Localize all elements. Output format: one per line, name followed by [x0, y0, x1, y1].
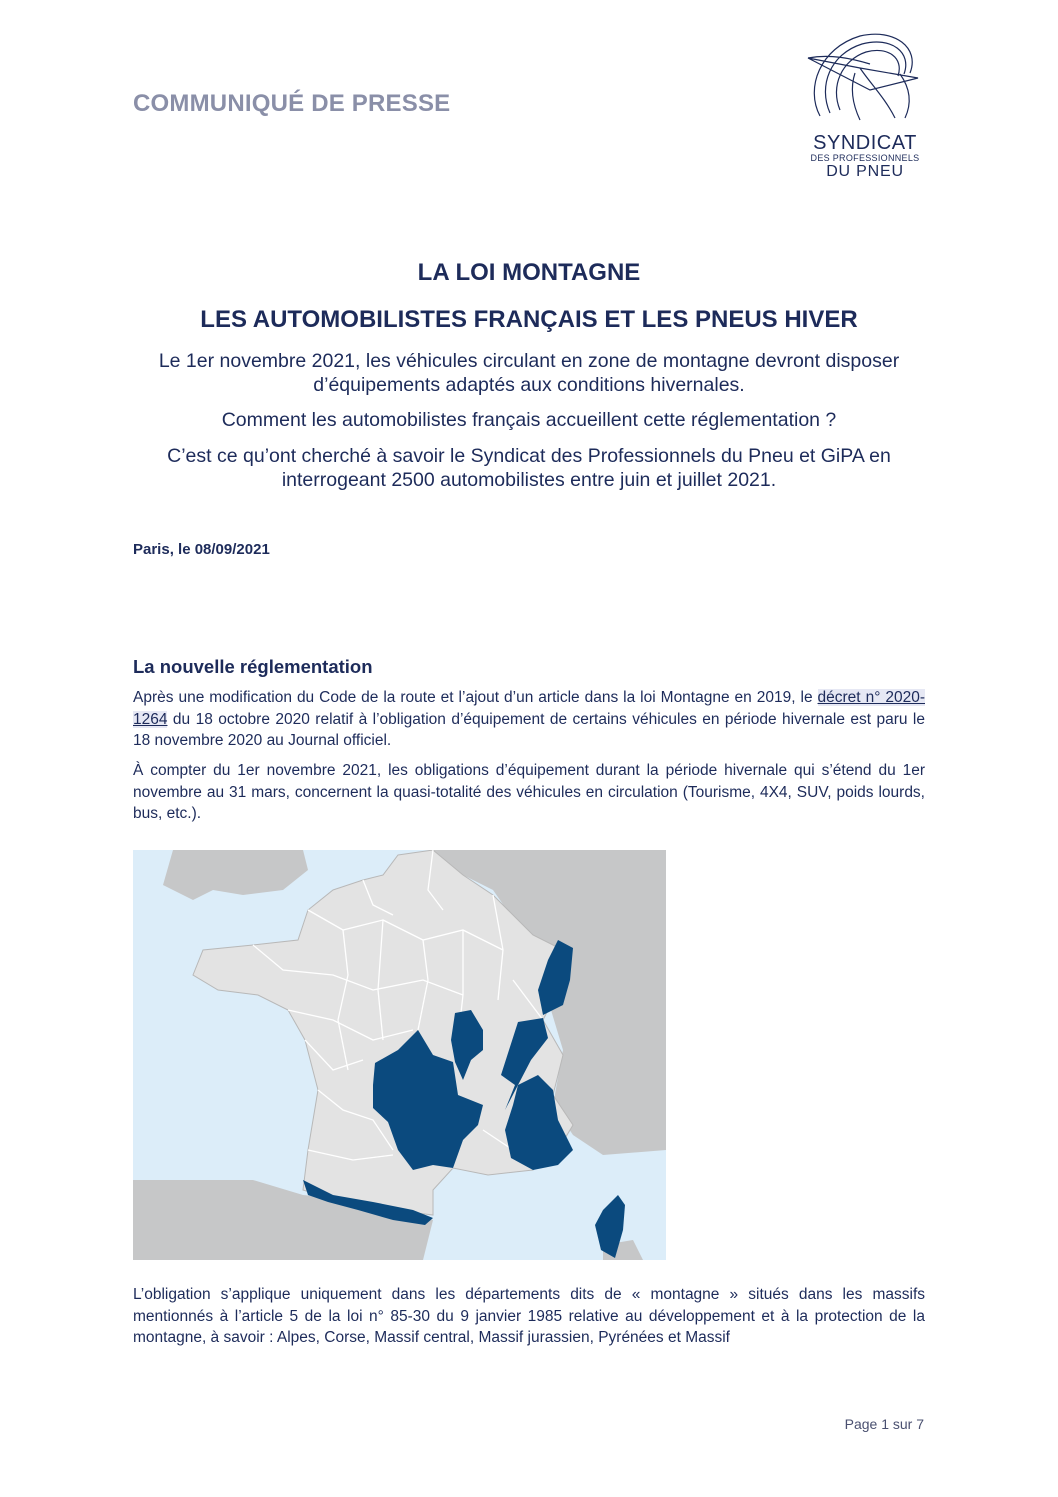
body-paragraph-2: À compter du 1er novembre 2021, les obligations d’équipement durant la période hivernale qui s’étend du 1er novembre au 31 mars, concernent la quasi-totalité des véhicules en circulation (Tourisme, 4X4, SUV, poids lourds, bus, etc.). — [133, 762, 925, 822]
page-number: Page 1 sur 7 — [844, 1416, 924, 1432]
intro-paragraph-2: Comment les automobilistes français accueillent cette réglementation ? — [221, 409, 837, 431]
logo-line-3: DU PNEU — [826, 163, 904, 180]
sub-title: LES AUTOMOBILISTES FRANÇAIS ET LES PNEUS HIVER — [200, 306, 858, 333]
press-release-label: COMMUNIQUÉ DE PRESSE — [133, 90, 451, 117]
tire-swirl-icon — [800, 28, 930, 128]
body-paragraph-1 — [133, 687, 925, 752]
body-paragraph-3: L’obligation s’applique uniquement dans les départements dits de « montagne » situés dans les massifs mentionnés à l’article 5 de la loi n° 85-30 du 9 janvier 1985 relative au développement et à la protection de la montagne, à savoir : Alpes, Corse, Massif central, Massif jurassien, Pyrénées et Massif — [133, 1286, 925, 1346]
intro-paragraph-3: C’est ce qu’ont cherché à savoir le Syndicat des Professionnels du Pneu et GiPA en interrogeant 2500 automobilistes entre juin et juillet 2021. — [167, 445, 891, 491]
syndicat-logo — [800, 28, 930, 188]
paragraph-text: Après une modification du Code de la route et l’ajout d’un article dans la loi Montagne en 2019, le — [133, 689, 818, 706]
section-heading: La nouvelle réglementation — [133, 656, 373, 677]
intro-paragraph-1: Le 1er novembre 2021, les véhicules circulant en zone de montagne devront disposer d’équipements adaptés aux conditions hivernales. — [158, 350, 900, 396]
decree-link[interactable]: décret n° 2020-1264 — [133, 689, 925, 728]
logo-line-1: SYNDICAT — [813, 132, 917, 154]
dateline: Paris, le 08/09/2021 — [133, 541, 270, 558]
paragraph-text: du 18 octobre 2020 relatif à l’obligation d’équipement de certains véhicules en période hivernale est paru le 18 novembre 2020 au Journal officiel. — [133, 710, 925, 749]
main-title: LA LOI MONTAGNE — [417, 259, 641, 286]
logo-line-2: DES PROFESSIONNELS — [810, 153, 920, 163]
france-map — [133, 850, 666, 1260]
france-mountain-map-icon — [133, 850, 666, 1260]
